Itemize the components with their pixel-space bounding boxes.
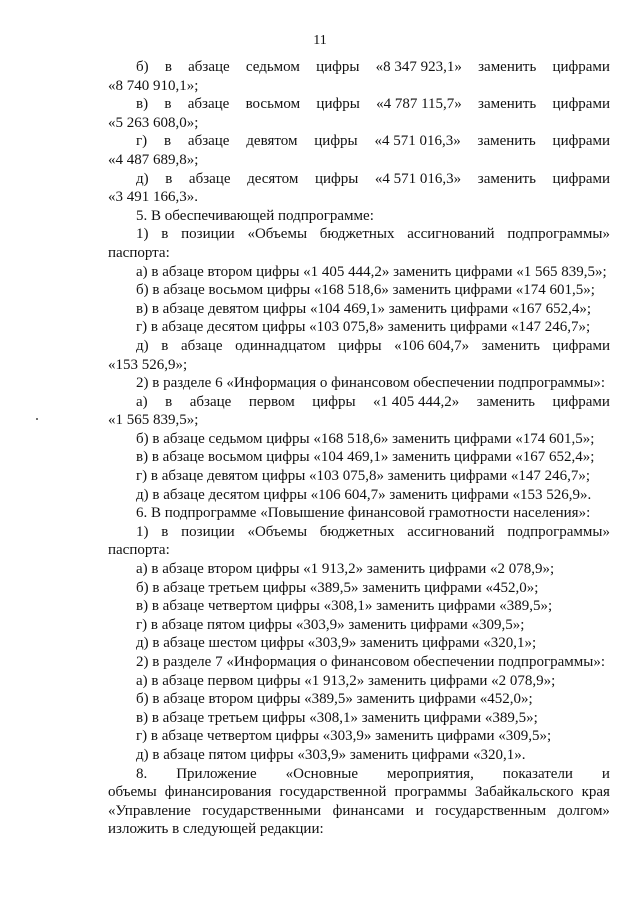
word: цифры <box>316 96 360 113</box>
text-line: паспорта: <box>108 244 170 261</box>
word: «106 604,7» <box>394 337 470 354</box>
text-line: в) в абзаце девятом цифры «104 469,1» заменить цифрами «167 652,4»; <box>136 300 592 317</box>
word: в <box>165 393 173 410</box>
word: одиннадцатом <box>235 337 326 354</box>
word: в <box>161 226 169 243</box>
word: первом <box>248 393 295 410</box>
word: цифры <box>314 170 359 187</box>
text-line: б) в абзаце восьмом цифры «168 518,6» заменить цифрами «174 601,5»; <box>136 282 595 299</box>
word: цифры <box>316 59 360 75</box>
word: заменить <box>481 337 540 354</box>
text-line: 2) в разделе 6 «Информация о финансовом обеспечении подпрограммы»: <box>136 375 605 392</box>
text-line: «5 263 608,0»; <box>108 114 199 131</box>
text-line: в) в абзаце третьем цифры «308,1» заменить цифрами «389,5»; <box>136 709 538 726</box>
word: абзаце <box>188 170 231 187</box>
text-line: г) в абзаце девятом цифры «103 075,8» заменить цифрами «147 246,7»; <box>136 468 591 485</box>
word: мероприятия, <box>387 765 474 782</box>
text-line: б) в абзаце седьмом цифры «168 518,6» заменить цифрами «174 601,5»; <box>136 430 595 447</box>
text-line: паспорта: <box>108 542 170 559</box>
page-number: 11 <box>313 33 327 48</box>
word: цифры <box>312 393 356 410</box>
word: цифрами <box>552 337 610 354</box>
word: цифрами <box>552 133 610 150</box>
word: цифрами <box>552 170 610 187</box>
word: ассигнований <box>407 226 495 243</box>
word: «Объемы <box>247 226 308 243</box>
word: «Объемы <box>247 523 308 540</box>
word: программы <box>394 784 467 801</box>
text-line: д) в абзаце пятом цифры «303,9» заменить цифрами «320,1». <box>136 746 526 763</box>
word: д) <box>136 337 149 354</box>
scan-speck <box>36 418 38 420</box>
text-line <box>108 523 610 542</box>
word: в <box>164 59 172 75</box>
word: «4 787 115,7» <box>376 96 462 113</box>
word: финансами <box>332 802 405 819</box>
word: г) <box>136 133 148 150</box>
word: финансирования <box>164 784 272 801</box>
word: абзаце <box>188 59 230 75</box>
text-line <box>108 95 610 114</box>
word: 1) <box>136 523 149 540</box>
word: девятом <box>246 133 298 150</box>
word: государственной <box>279 784 387 801</box>
text-line: а) в абзаце втором цифры «1 405 444,2» заменить цифрами «1 565 839,5»; <box>136 263 607 280</box>
word: в) <box>136 96 149 113</box>
word: края <box>581 784 610 801</box>
word: бюджетных <box>319 523 395 540</box>
word: Забайкальского <box>474 784 574 801</box>
word: позиции <box>181 523 235 540</box>
word: объемы <box>108 784 157 801</box>
text-line: в) в абзаце четвертом цифры «308,1» заменить цифрами «389,5»; <box>136 598 553 615</box>
text-line: «8 740 910,1»; <box>108 77 199 94</box>
word: д) <box>136 170 149 187</box>
word: подпрограммы» <box>507 226 610 243</box>
text-line <box>108 802 610 821</box>
word: государственным <box>435 802 547 819</box>
text-line: «4 487 689,8»; <box>108 151 199 168</box>
text-line: г) в абзаце десятом цифры «103 075,8» заменить цифрами «147 246,7»; <box>136 319 591 336</box>
text-line: в) в абзаце восьмом цифры «104 469,1» заменить цифрами «167 652,4»; <box>136 449 595 466</box>
word: заменить <box>477 133 536 150</box>
word: абзаце <box>180 337 223 354</box>
text-line: а) в абзаце втором цифры «1 913,2» заменить цифрами «2 078,9»; <box>136 561 555 578</box>
word: цифрами <box>552 59 610 75</box>
text-line <box>108 765 610 784</box>
word: Приложение <box>176 765 257 782</box>
text-line <box>108 225 610 244</box>
word: цифры <box>314 133 358 150</box>
text-line: изложить в следующей редакции: <box>108 821 324 838</box>
word: и <box>415 802 424 819</box>
text-line: г) в абзаце четвертом цифры «303,9» заменить цифрами «309,5»; <box>136 728 552 745</box>
text-line <box>108 783 610 802</box>
word: абзаце <box>187 133 230 150</box>
word: «4 571 016,3» <box>374 170 462 187</box>
text-line <box>108 58 610 77</box>
word: восьмом <box>245 96 301 113</box>
word: заменить <box>478 96 537 113</box>
word: седьмом <box>245 59 300 75</box>
word: заменить <box>476 393 535 410</box>
word: «Управление <box>108 802 191 819</box>
word: десятом <box>247 170 299 187</box>
word: «8 347 923,1» <box>375 59 462 75</box>
text-line: «153 526,9»; <box>108 356 188 373</box>
word: цифрами <box>552 96 610 113</box>
word: цифры <box>338 337 382 354</box>
text-line: д) в абзаце шестом цифры «303,9» заменить цифрами «320,1»; <box>136 635 537 652</box>
text-line: г) в абзаце пятом цифры «303,9» заменить цифрами «309,5»; <box>136 616 525 633</box>
word: и <box>601 765 610 782</box>
text-line: б) в абзаце втором цифры «389,5» заменить цифрами «452,0»; <box>136 691 533 708</box>
text-line: 5. В обеспечивающей подпрограмме: <box>136 207 374 224</box>
word: ассигнований <box>407 523 495 540</box>
word: 1) <box>136 226 149 243</box>
word: абзаце <box>187 96 230 113</box>
word: а) <box>136 393 148 410</box>
word: государственными <box>202 802 322 819</box>
word: позиции <box>181 226 235 243</box>
word: показатели <box>502 765 573 782</box>
word: в <box>165 170 173 187</box>
word: подпрограммы» <box>507 523 610 540</box>
word: в <box>161 337 169 354</box>
text-line: 2) в разделе 7 «Информация о финансовом обеспечении подпрограммы»: <box>136 654 605 670</box>
text-line: д) в абзаце десятом цифры «106 604,7» заменить цифрами «153 526,9». <box>136 486 592 503</box>
word: «Основные <box>285 765 359 782</box>
text-line <box>108 170 610 189</box>
word: «4 571 016,3» <box>374 133 461 150</box>
word: бюджетных <box>319 226 395 243</box>
word: б) <box>136 59 149 75</box>
text-line: б) в абзаце третьем цифры «389,5» заменить цифрами «452,0»; <box>136 579 539 596</box>
word: заменить <box>477 170 536 187</box>
word: в <box>164 96 172 113</box>
document-body <box>108 58 610 839</box>
word: в <box>161 523 169 540</box>
text-line: «3 491 166,3». <box>108 189 198 206</box>
word: долгом» <box>557 802 610 819</box>
word: цифрами <box>552 393 610 410</box>
text-line <box>108 132 610 151</box>
text-line: «1 565 839,5»; <box>108 412 199 429</box>
text-line <box>108 337 610 356</box>
text-line: 6. В подпрограмме «Повышение финансовой грамотности населения»: <box>136 505 591 522</box>
word: абзаце <box>189 393 232 410</box>
word: 8. <box>136 765 148 782</box>
text-line: а) в абзаце первом цифры «1 913,2» заменить цифрами «2 078,9»; <box>136 672 556 689</box>
word: заменить <box>478 59 537 75</box>
word: в <box>163 133 172 150</box>
text-line <box>108 393 610 412</box>
word: «1 405 444,2» <box>373 393 460 410</box>
